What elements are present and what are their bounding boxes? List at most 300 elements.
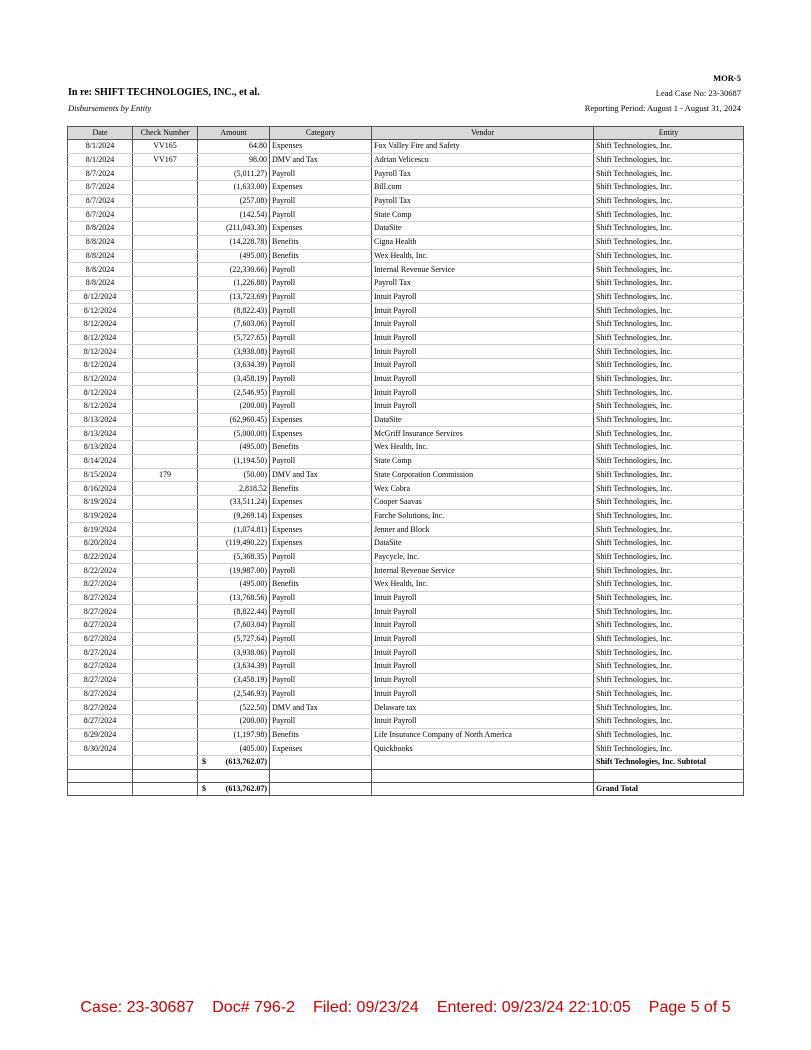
amount-cell: (1,197.98) xyxy=(198,728,270,742)
check-number-cell xyxy=(133,673,198,687)
table-row xyxy=(68,331,744,345)
date-cell: 8/12/2024 xyxy=(68,372,133,386)
table-row xyxy=(68,140,744,154)
entity-cell: Shift Technologies, Inc. xyxy=(594,701,744,715)
check-number-cell xyxy=(133,564,198,578)
vendor-cell: DataSite xyxy=(372,413,594,427)
vendor-cell: State Corporation Commission xyxy=(372,468,594,482)
amount-cell: (5,727.64) xyxy=(198,632,270,646)
table-row xyxy=(68,482,744,496)
amount-cell: (200.00) xyxy=(198,400,270,414)
table-row xyxy=(68,413,744,427)
table-row xyxy=(68,222,744,236)
date-cell: 8/27/2024 xyxy=(68,660,133,674)
date-cell: 8/12/2024 xyxy=(68,290,133,304)
check-number-cell xyxy=(133,687,198,701)
amount-cell: (495.00) xyxy=(198,578,270,592)
table-body xyxy=(68,140,744,796)
amount-cell: (495.00) xyxy=(198,249,270,263)
stamp-entered: Entered: 09/23/24 22:10:05 xyxy=(436,999,631,1016)
check-number-cell xyxy=(133,359,198,373)
entity-cell: Shift Technologies, Inc. xyxy=(594,742,744,756)
check-number-cell xyxy=(133,372,198,386)
date-cell: 8/27/2024 xyxy=(68,632,133,646)
check-number-cell xyxy=(133,441,198,455)
subtotal-vendor-cell xyxy=(372,755,594,769)
vendor-cell: Delaware tax xyxy=(372,701,594,715)
category-cell: Expenses xyxy=(270,742,372,756)
category-cell: Payroll xyxy=(270,167,372,181)
vendor-cell: Wex Cobra xyxy=(372,482,594,496)
amount-cell: 64.80 xyxy=(198,140,270,154)
date-cell: 8/7/2024 xyxy=(68,167,133,181)
check-number-cell xyxy=(133,208,198,222)
entity-cell: Shift Technologies, Inc. xyxy=(594,619,744,633)
entity-cell: Shift Technologies, Inc. xyxy=(594,509,744,523)
category-cell: Expenses xyxy=(270,509,372,523)
amount-cell: (14,228.78) xyxy=(198,235,270,249)
check-number-cell xyxy=(133,742,198,756)
date-cell: 8/27/2024 xyxy=(68,619,133,633)
check-number-cell xyxy=(133,181,198,195)
entity-cell: Shift Technologies, Inc. xyxy=(594,591,744,605)
amount-cell: (3,458.19) xyxy=(198,372,270,386)
category-cell: Payroll xyxy=(270,317,372,331)
entity-cell: Shift Technologies, Inc. xyxy=(594,605,744,619)
date-cell: 8/27/2024 xyxy=(68,673,133,687)
court-filing-stamp xyxy=(0,999,811,1016)
table-row xyxy=(68,550,744,564)
reporting-period: Reporting Period: August 1 - August 31, 2024 xyxy=(584,103,741,113)
entity-cell: Shift Technologies, Inc. xyxy=(594,400,744,414)
entity-cell: Shift Technologies, Inc. xyxy=(594,181,744,195)
check-number-cell xyxy=(133,331,198,345)
date-cell: 8/12/2024 xyxy=(68,304,133,318)
date-cell: 8/20/2024 xyxy=(68,536,133,550)
category-cell: Expenses xyxy=(270,536,372,550)
date-cell: 8/12/2024 xyxy=(68,386,133,400)
check-number-cell: 179 xyxy=(133,468,198,482)
amount-cell: (8,822.43) xyxy=(198,304,270,318)
entity-cell: Shift Technologies, Inc. xyxy=(594,235,744,249)
vendor-cell: Intuit Payroll xyxy=(372,359,594,373)
amount-cell: (211,043.30) xyxy=(198,222,270,236)
check-number-cell xyxy=(133,413,198,427)
category-cell: Payroll xyxy=(270,400,372,414)
vendor-cell: Intuit Payroll xyxy=(372,345,594,359)
check-number-cell xyxy=(133,646,198,660)
entity-cell: Shift Technologies, Inc. xyxy=(594,345,744,359)
category-cell: Payroll xyxy=(270,372,372,386)
table-row xyxy=(68,619,744,633)
amount-cell: (19,987.00) xyxy=(198,564,270,578)
check-number-cell xyxy=(133,194,198,208)
table-row xyxy=(68,441,744,455)
category-cell: Payroll xyxy=(270,564,372,578)
column-header-entity: Entity xyxy=(594,127,744,140)
amount-cell: (3,938.08) xyxy=(198,345,270,359)
check-number-cell xyxy=(133,632,198,646)
vendor-cell: Intuit Payroll xyxy=(372,632,594,646)
category-cell: Benefits xyxy=(270,482,372,496)
category-cell: Expenses xyxy=(270,181,372,195)
spacer-cell xyxy=(594,769,744,782)
table-row xyxy=(68,646,744,660)
check-number-cell xyxy=(133,290,198,304)
table-row xyxy=(68,454,744,468)
vendor-cell: Internal Revenue Service xyxy=(372,564,594,578)
entity-cell: Shift Technologies, Inc. xyxy=(594,208,744,222)
date-cell: 8/13/2024 xyxy=(68,413,133,427)
table-row xyxy=(68,317,744,331)
category-cell: DMV and Tax xyxy=(270,701,372,715)
date-cell: 8/12/2024 xyxy=(68,359,133,373)
table-row xyxy=(68,304,744,318)
date-cell: 8/27/2024 xyxy=(68,701,133,715)
stamp-page: Page 5 of 5 xyxy=(648,999,731,1016)
table-row xyxy=(68,564,744,578)
subtotal-amount: (613,762.07) xyxy=(225,757,267,767)
table-row xyxy=(68,427,744,441)
table-row xyxy=(68,495,744,509)
check-number-cell xyxy=(133,400,198,414)
date-cell: 8/8/2024 xyxy=(68,276,133,290)
subtotal-label: Shift Technologies, Inc. Subtotal xyxy=(594,755,744,769)
category-cell: Payroll xyxy=(270,359,372,373)
vendor-cell: Payroll Tax xyxy=(372,194,594,208)
vendor-cell: Intuit Payroll xyxy=(372,290,594,304)
vendor-cell: Intuit Payroll xyxy=(372,619,594,633)
entity-cell: Shift Technologies, Inc. xyxy=(594,454,744,468)
column-header-category: Category xyxy=(270,127,372,140)
subtotal-amount-cell xyxy=(198,755,270,769)
vendor-cell: Quickbooks xyxy=(372,742,594,756)
table-row xyxy=(68,249,744,263)
vendor-cell: Intuit Payroll xyxy=(372,400,594,414)
category-cell: Payroll xyxy=(270,276,372,290)
table-row xyxy=(68,359,744,373)
date-cell: 8/12/2024 xyxy=(68,331,133,345)
subtotal-category-cell xyxy=(270,755,372,769)
entity-cell: Shift Technologies, Inc. xyxy=(594,728,744,742)
table-row xyxy=(68,400,744,414)
disbursements-table xyxy=(67,126,744,796)
date-cell: 8/19/2024 xyxy=(68,523,133,537)
category-cell: Payroll xyxy=(270,345,372,359)
column-header-check-number: Check Number xyxy=(133,127,198,140)
vendor-cell: Intuit Payroll xyxy=(372,317,594,331)
date-cell: 8/12/2024 xyxy=(68,345,133,359)
category-cell: Payroll xyxy=(270,660,372,674)
vendor-cell: State Comp xyxy=(372,454,594,468)
amount-cell: (62,960.45) xyxy=(198,413,270,427)
spacer-row xyxy=(68,769,744,782)
table-row xyxy=(68,263,744,277)
check-number-cell xyxy=(133,550,198,564)
subtotal-row xyxy=(68,755,744,769)
table-row xyxy=(68,153,744,167)
entity-cell: Shift Technologies, Inc. xyxy=(594,536,744,550)
table-row xyxy=(68,701,744,715)
check-number-cell xyxy=(133,728,198,742)
amount-cell: (522.50) xyxy=(198,701,270,715)
entity-cell: Shift Technologies, Inc. xyxy=(594,482,744,496)
entity-cell: Shift Technologies, Inc. xyxy=(594,564,744,578)
category-cell: Payroll xyxy=(270,304,372,318)
vendor-cell: Fox Valley Fire and Safety xyxy=(372,140,594,154)
amount-cell: (33,511.24) xyxy=(198,495,270,509)
check-number-cell xyxy=(133,345,198,359)
amount-cell: (7,603.06) xyxy=(198,317,270,331)
report-subtitle: Disbursements by Entity xyxy=(68,103,152,113)
grand-total-amount-cell xyxy=(198,782,270,796)
category-cell: Payroll xyxy=(270,605,372,619)
category-cell: Payroll xyxy=(270,331,372,345)
date-cell: 8/1/2024 xyxy=(68,140,133,154)
entity-cell: Shift Technologies, Inc. xyxy=(594,687,744,701)
check-number-cell xyxy=(133,536,198,550)
date-cell: 8/12/2024 xyxy=(68,317,133,331)
amount-cell: (5,368.35) xyxy=(198,550,270,564)
vendor-cell: Intuit Payroll xyxy=(372,714,594,728)
check-number-cell xyxy=(133,167,198,181)
entity-cell: Shift Technologies, Inc. xyxy=(594,249,744,263)
table-row xyxy=(68,728,744,742)
date-cell: 8/30/2024 xyxy=(68,742,133,756)
amount-cell: (22,330.66) xyxy=(198,263,270,277)
table-row xyxy=(68,687,744,701)
entity-cell: Shift Technologies, Inc. xyxy=(594,317,744,331)
vendor-cell: Intuit Payroll xyxy=(372,660,594,674)
table-row xyxy=(68,632,744,646)
category-cell: Payroll xyxy=(270,454,372,468)
check-number-cell xyxy=(133,427,198,441)
amount-cell: (200.00) xyxy=(198,714,270,728)
amount-cell: (13,723.69) xyxy=(198,290,270,304)
amount-cell: (5,727.65) xyxy=(198,331,270,345)
check-number-cell xyxy=(133,263,198,277)
vendor-cell: Cigna Health xyxy=(372,235,594,249)
grand-total-label: Grand Total xyxy=(594,782,744,796)
amount-cell: (142.54) xyxy=(198,208,270,222)
entity-cell: Shift Technologies, Inc. xyxy=(594,222,744,236)
table-header-row xyxy=(68,127,744,140)
vendor-cell: Intuit Payroll xyxy=(372,386,594,400)
vendor-cell: DataSite xyxy=(372,222,594,236)
entity-cell: Shift Technologies, Inc. xyxy=(594,413,744,427)
spacer-cell xyxy=(133,769,198,782)
vendor-cell: Jenner and Block xyxy=(372,523,594,537)
entity-cell: Shift Technologies, Inc. xyxy=(594,427,744,441)
check-number-cell xyxy=(133,714,198,728)
grand-total-category-cell xyxy=(270,782,372,796)
date-cell: 8/27/2024 xyxy=(68,605,133,619)
amount-cell: (13,768.56) xyxy=(198,591,270,605)
vendor-cell: Wex Health, Inc. xyxy=(372,441,594,455)
vendor-cell: Life Insurance Company of North America xyxy=(372,728,594,742)
amount-cell: (1,226.88) xyxy=(198,276,270,290)
vendor-cell: State Comp xyxy=(372,208,594,222)
grand-total-vendor-cell xyxy=(372,782,594,796)
vendor-cell: Adrian Velicescu xyxy=(372,153,594,167)
stamp-filed: Filed: 09/23/24 xyxy=(312,999,419,1016)
vendor-cell: Bill.com xyxy=(372,181,594,195)
amount-cell: (119,490.22) xyxy=(198,536,270,550)
column-header-date: Date xyxy=(68,127,133,140)
category-cell: Benefits xyxy=(270,728,372,742)
entity-cell: Shift Technologies, Inc. xyxy=(594,578,744,592)
date-cell: 8/27/2024 xyxy=(68,646,133,660)
check-number-cell xyxy=(133,317,198,331)
category-cell: Payroll xyxy=(270,591,372,605)
amount-cell: (2,546.95) xyxy=(198,386,270,400)
entity-cell: Shift Technologies, Inc. xyxy=(594,359,744,373)
category-cell: Benefits xyxy=(270,578,372,592)
date-cell: 8/7/2024 xyxy=(68,208,133,222)
check-number-cell xyxy=(133,605,198,619)
category-cell: Payroll xyxy=(270,619,372,633)
entity-cell: Shift Technologies, Inc. xyxy=(594,263,744,277)
grand-total-currency: $ xyxy=(202,783,206,793)
date-cell: 8/22/2024 xyxy=(68,564,133,578)
vendor-cell: Intuit Payroll xyxy=(372,331,594,345)
table-row xyxy=(68,578,744,592)
date-cell: 8/15/2024 xyxy=(68,468,133,482)
check-number-cell xyxy=(133,701,198,715)
table-row xyxy=(68,276,744,290)
check-number-cell xyxy=(133,591,198,605)
date-cell: 8/7/2024 xyxy=(68,181,133,195)
table-row xyxy=(68,536,744,550)
check-number-cell xyxy=(133,276,198,290)
vendor-cell: Cooper Saavas xyxy=(372,495,594,509)
amount-cell: (257.08) xyxy=(198,194,270,208)
category-cell: Payroll xyxy=(270,208,372,222)
entity-cell: Shift Technologies, Inc. xyxy=(594,468,744,482)
entity-cell: Shift Technologies, Inc. xyxy=(594,523,744,537)
vendor-cell: Payroll Tax xyxy=(372,167,594,181)
check-number-cell xyxy=(133,495,198,509)
entity-cell: Shift Technologies, Inc. xyxy=(594,660,744,674)
subtotal-check-cell xyxy=(133,755,198,769)
table-row xyxy=(68,591,744,605)
table-row xyxy=(68,345,744,359)
date-cell: 8/8/2024 xyxy=(68,235,133,249)
check-number-cell xyxy=(133,304,198,318)
category-cell: Payroll xyxy=(270,646,372,660)
category-cell: Payroll xyxy=(270,714,372,728)
vendor-cell: Intuit Payroll xyxy=(372,646,594,660)
vendor-cell: Wex Health, Inc. xyxy=(372,578,594,592)
category-cell: Expenses xyxy=(270,413,372,427)
amount-cell: (3,938.06) xyxy=(198,646,270,660)
date-cell: 8/12/2024 xyxy=(68,400,133,414)
amount-cell: (7,603.04) xyxy=(198,619,270,633)
table-row xyxy=(68,509,744,523)
table-row xyxy=(68,605,744,619)
check-number-cell xyxy=(133,235,198,249)
amount-cell: (8,822.44) xyxy=(198,605,270,619)
category-cell: Payroll xyxy=(270,550,372,564)
category-cell: Payroll xyxy=(270,290,372,304)
spacer-cell xyxy=(198,769,270,782)
category-cell: Payroll xyxy=(270,687,372,701)
table-row xyxy=(68,660,744,674)
vendor-cell: DataSite xyxy=(372,536,594,550)
subtotal-currency: $ xyxy=(202,757,206,767)
date-cell: 8/22/2024 xyxy=(68,550,133,564)
date-cell: 8/13/2024 xyxy=(68,441,133,455)
category-cell: Expenses xyxy=(270,495,372,509)
entity-cell: Shift Technologies, Inc. xyxy=(594,495,744,509)
table-row xyxy=(68,208,744,222)
check-number-cell xyxy=(133,619,198,633)
vendor-cell: Intuit Payroll xyxy=(372,591,594,605)
amount-cell: (1,633.00) xyxy=(198,181,270,195)
date-cell: 8/16/2024 xyxy=(68,482,133,496)
category-cell: DMV and Tax xyxy=(270,153,372,167)
amount-cell: 2,818.52 xyxy=(198,482,270,496)
amount-cell: (1,074.81) xyxy=(198,523,270,537)
date-cell: 8/27/2024 xyxy=(68,578,133,592)
form-number: MOR-5 xyxy=(713,73,741,83)
category-cell: Expenses xyxy=(270,523,372,537)
category-cell: Benefits xyxy=(270,249,372,263)
stamp-case: Case: 23-30687 xyxy=(80,999,195,1016)
date-cell: 8/1/2024 xyxy=(68,153,133,167)
amount-cell: (5,000.00) xyxy=(198,427,270,441)
category-cell: Payroll xyxy=(270,386,372,400)
vendor-cell: Intuit Payroll xyxy=(372,687,594,701)
vendor-cell: Intuit Payroll xyxy=(372,304,594,318)
category-cell: Benefits xyxy=(270,235,372,249)
subtotal-date-cell xyxy=(68,755,133,769)
vendor-cell: Payroll Tax xyxy=(372,276,594,290)
column-header-amount: Amount xyxy=(198,127,270,140)
table-row xyxy=(68,290,744,304)
check-number-cell xyxy=(133,509,198,523)
table-row xyxy=(68,235,744,249)
table-row xyxy=(68,673,744,687)
amount-cell: (405.00) xyxy=(198,742,270,756)
spacer-cell xyxy=(68,769,133,782)
entity-cell: Shift Technologies, Inc. xyxy=(594,167,744,181)
category-cell: Expenses xyxy=(270,222,372,236)
lead-case-number: Lead Case No: 23-30687 xyxy=(655,88,741,98)
amount-cell: (5,011.27) xyxy=(198,167,270,181)
entity-cell: Shift Technologies, Inc. xyxy=(594,194,744,208)
category-cell: DMV and Tax xyxy=(270,468,372,482)
amount-cell: (50.00) xyxy=(198,468,270,482)
table-row xyxy=(68,742,744,756)
vendor-cell: McGriff Insurance Services xyxy=(372,427,594,441)
amount-cell: (1,194.50) xyxy=(198,454,270,468)
vendor-cell: Intuit Payroll xyxy=(372,372,594,386)
date-cell: 8/8/2024 xyxy=(68,222,133,236)
amount-cell: (495.00) xyxy=(198,441,270,455)
amount-cell: (3,458.19) xyxy=(198,673,270,687)
check-number-cell xyxy=(133,222,198,236)
check-number-cell xyxy=(133,482,198,496)
category-cell: Expenses xyxy=(270,427,372,441)
date-cell: 8/27/2024 xyxy=(68,714,133,728)
check-number-cell xyxy=(133,578,198,592)
vendor-cell: Intuit Payroll xyxy=(372,605,594,619)
entity-cell: Shift Technologies, Inc. xyxy=(594,550,744,564)
amount-cell: 98.00 xyxy=(198,153,270,167)
date-cell: 8/8/2024 xyxy=(68,263,133,277)
category-cell: Expenses xyxy=(270,140,372,154)
